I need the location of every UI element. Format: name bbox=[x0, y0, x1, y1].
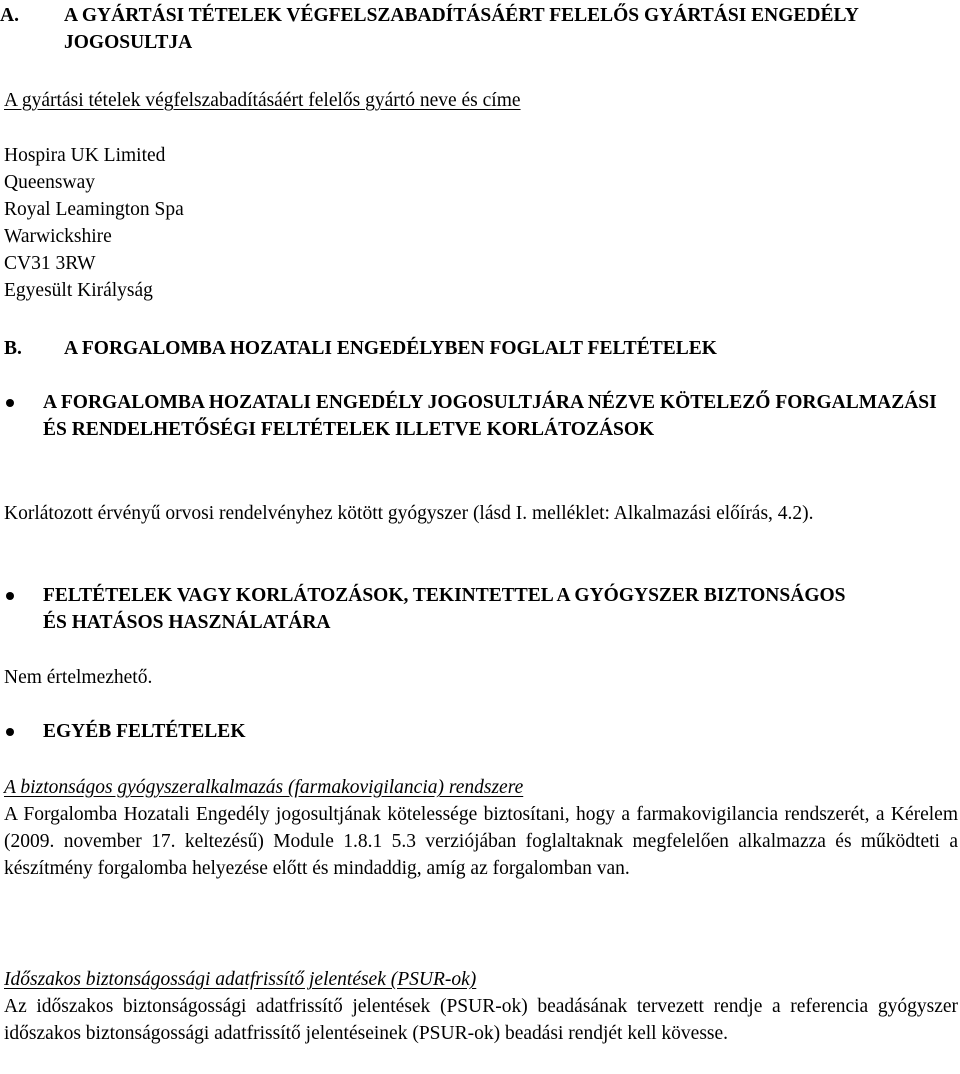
manufacturer-subheading: A gyártási tételek végfelszabadításáért felelős gyártó neve és címe bbox=[4, 90, 521, 111]
section-a-heading bbox=[0, 2, 960, 56]
bullet-icon bbox=[6, 592, 14, 600]
psur-text: Az időszakos biztonságossági adatfrissítő jelentések (PSUR-ok) beadásának tervezett rendje a referencia gyógyszer időszakos biztonságossági adatfrissítő jelentéseinek (PSUR-ok) beadási rendjét kell kövesse. bbox=[4, 996, 958, 1044]
section-a-title: A GYÁRTÁSI TÉTELEK VÉGFELSZABADÍTÁSÁÉRT FELELŐS GYÁRTÁSI ENGEDÉLY JOGOSULTJA bbox=[64, 5, 859, 53]
section-b-title: A FORGALOMBA HOZATALI ENGEDÉLYBEN FOGLALT FELTÉTELEK bbox=[64, 338, 717, 359]
section-b-number: B. bbox=[4, 338, 22, 359]
address-line: Hospira UK Limited bbox=[4, 145, 166, 166]
bullet-body-text: Korlátozott érvényű orvosi rendelvényhez kötött gyógyszer (lásd I. melléklet: Alkalmazási előírás, 4.2). bbox=[4, 503, 814, 524]
address-line: Queensway bbox=[4, 172, 95, 193]
section-a-number: A. bbox=[0, 5, 19, 26]
psur-heading: Időszakos biztonságossági adatfrissítő jelentések (PSUR-ok) bbox=[4, 969, 477, 990]
pharmacovigilance-heading: A biztonságos gyógyszeralkalmazás (farmakovigilancia) rendszere bbox=[4, 777, 524, 798]
bullet-icon bbox=[6, 728, 14, 736]
bullet-icon bbox=[6, 399, 14, 407]
bullet-body-text: Nem értelmezhető. bbox=[4, 667, 153, 688]
section-b-heading bbox=[0, 335, 960, 362]
bullet-title: A FORGALOMBA HOZATALI ENGEDÉLY JOGOSULTJÁRA NÉZVE KÖTELEZŐ FORGALMAZÁSI ÉS RENDELHETŐSÉGI FELTÉTELEK ILLETVE KORLÁTOZÁSOK bbox=[43, 392, 937, 440]
address-line: Royal Leamington Spa bbox=[4, 199, 184, 220]
manufacturer-address bbox=[4, 142, 960, 304]
bullet-title: EGYÉB FELTÉTELEK bbox=[43, 721, 246, 742]
pharmacovigilance-text: A Forgalomba Hozatali Engedély jogosultjának kötelessége biztosítani, hogy a farmakovigilancia rendszerét, a Kérelem (2009. november 17. keltezésű) Module 1.8.1 5.3 verziójában foglaltaknak megfelelően alkalmazza és működteti a készítmény forgalomba helyezése előtt és mindaddig, amíg az forgalomban van. bbox=[4, 804, 958, 879]
address-line: Warwickshire bbox=[4, 226, 112, 247]
address-line: Egyesült Királyság bbox=[4, 280, 153, 301]
bullet-title: FELTÉTELEK VAGY KORLÁTOZÁSOK, TEKINTETTEL A GYÓGYSZER BIZTONSÁGOS ÉS HATÁSOS HASZNÁLATÁRA bbox=[43, 585, 846, 633]
address-line: CV31 3RW bbox=[4, 253, 96, 274]
